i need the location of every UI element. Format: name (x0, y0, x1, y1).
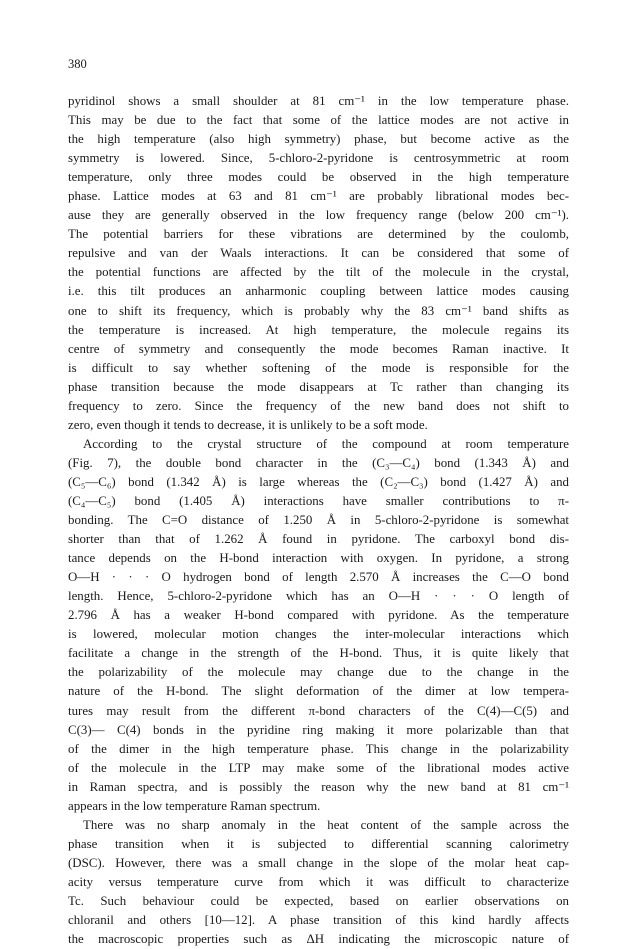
text-line: of the molecule in the LTP may make some of the librational modes active (68, 760, 569, 775)
text-line: the polarizability of the molecule may change due to the change in the (68, 665, 569, 680)
text-line: (C₄—C₅) bond (1.405 Å) interactions have smaller contributions to π- (68, 493, 569, 508)
text-line: is lowered, molecular motion changes the inter-molecular interactions which (68, 627, 569, 642)
text-line: frequency to zero. Since the frequency of the new band does not shift to (68, 398, 569, 413)
text-line: temperature, only three modes could be observed in the high temperature (68, 170, 569, 185)
text-line: in Raman spectra, and is possibly the reason why the new band at 81 cm⁻¹ (68, 779, 569, 794)
text-line: (Fig. 7), the double bond character in the (C₃—C₄) bond (1.343 Å) and (68, 455, 569, 470)
text-line: phase transition when it is subjected to differential scanning calorimetry (68, 836, 569, 851)
text-line: (DSC). However, there was a small change in the slope of the molar heat cap- (68, 855, 569, 870)
text-line: C(3)— C(4) bonds in the pyridine ring making it more polarizable than that (68, 722, 569, 737)
text-line: The potential barriers for these vibrations are determined by the coulomb, (68, 227, 569, 242)
text-line: ause they are generally observed in the low frequency range (below 200 cm⁻¹). (68, 208, 569, 223)
paragraph-2 (68, 435, 569, 816)
text-line: pyridinol shows a small shoulder at 81 cm⁻¹ in the low temperature phase. (68, 94, 569, 108)
text-line: zero, even though it tends to decrease, it is unlikely to be a soft mode. (68, 417, 428, 432)
text-line: chloranil and others [10—12]. A phase transition of this kind hardly affects (68, 913, 569, 928)
text-line: facilitate a change in the strength of the H-bond. Thus, it is quite likely that (68, 646, 569, 661)
text-line: shorter than that of 1.262 Å found in pyridone. The carboxyl bond dis- (68, 532, 569, 547)
text-line: the potential functions are affected by the tilt of the molecule in the crystal, (68, 265, 569, 280)
text-line: phase transition because the mode disappears at Tc rather than changing its (68, 379, 569, 394)
text-line: acity versus temperature curve from which it was difficult to characterize (68, 874, 569, 889)
text-line: bonding. The C=O distance of 1.250 Å in 5-chloro-2-pyridone is somewhat (68, 513, 569, 528)
text-line: O—H · · · O hydrogen bond of length 2.570 Å increases the C—O bond (68, 570, 569, 585)
text-line: Tc. Such behaviour could be expected, based on earlier observations on (68, 893, 569, 908)
text-line: There was no sharp anomaly in the heat content of the sample across the (83, 817, 569, 832)
text-line: nature of the H-bond. The slight deformation of the dimer at low tempera- (68, 684, 569, 699)
text-line: According to the crystal structure of the compound at room temperature (83, 436, 569, 451)
paragraph-3 (68, 816, 569, 949)
text-line: repulsive and van der Waals interactions. It can be considered that some of (68, 246, 569, 261)
text-line: This may be due to the fact that some of the lattice modes are not active in (68, 113, 569, 128)
text-line: (C₅—C₆) bond (1.342 Å) is large whereas the (C₂—C₃) bond (1.427 Å) and (68, 474, 569, 489)
text-line: 2.796 Å has a weaker H-bond compared with pyridone. As the temperature (68, 608, 569, 623)
text-line: the temperature is increased. At high temperature, the molecule regains its (68, 322, 569, 337)
text-line: the high temperature (also high symmetry) phase, but become active as the (68, 132, 569, 147)
body-text (68, 92, 569, 949)
text-line: tance depends on the H-bond interaction with oxygen. In pyridone, a strong (68, 551, 569, 566)
text-line: length. Hence, 5-chloro-2-pyridone which has an O—H · · · O length of (68, 589, 569, 604)
text-line: phase. Lattice modes at 63 and 81 cm⁻¹ are probably librational modes bec- (68, 189, 569, 204)
text-line: the macroscopic properties such as ΔH indicating the microscopic nature of (68, 932, 569, 947)
page-number: 380 (68, 57, 87, 71)
text-line: symmetry is lowered. Since, 5-chloro-2-pyridone is centrosymmetric at room (68, 151, 569, 166)
text-line: tures may result from the different π-bond characters of the C(4)—C(5) and (68, 703, 569, 718)
paragraph-1 (68, 92, 569, 435)
text-line: of the dimer in the high temperature phase. This change in the polarizability (68, 741, 569, 756)
text-line: centre of symmetry and consequently the mode becomes Raman inactive. It (68, 341, 569, 356)
text-line: i.e. this tilt produces an anharmonic coupling between lattice modes causing (68, 284, 569, 299)
text-line: is difficult to say whether softening of the mode is responsible for the (68, 360, 569, 375)
text-line: appears in the low temperature Raman spectrum. (68, 798, 321, 813)
text-line: one to shift its frequency, which is probably why the 83 cm⁻¹ band shifts as (68, 303, 569, 318)
